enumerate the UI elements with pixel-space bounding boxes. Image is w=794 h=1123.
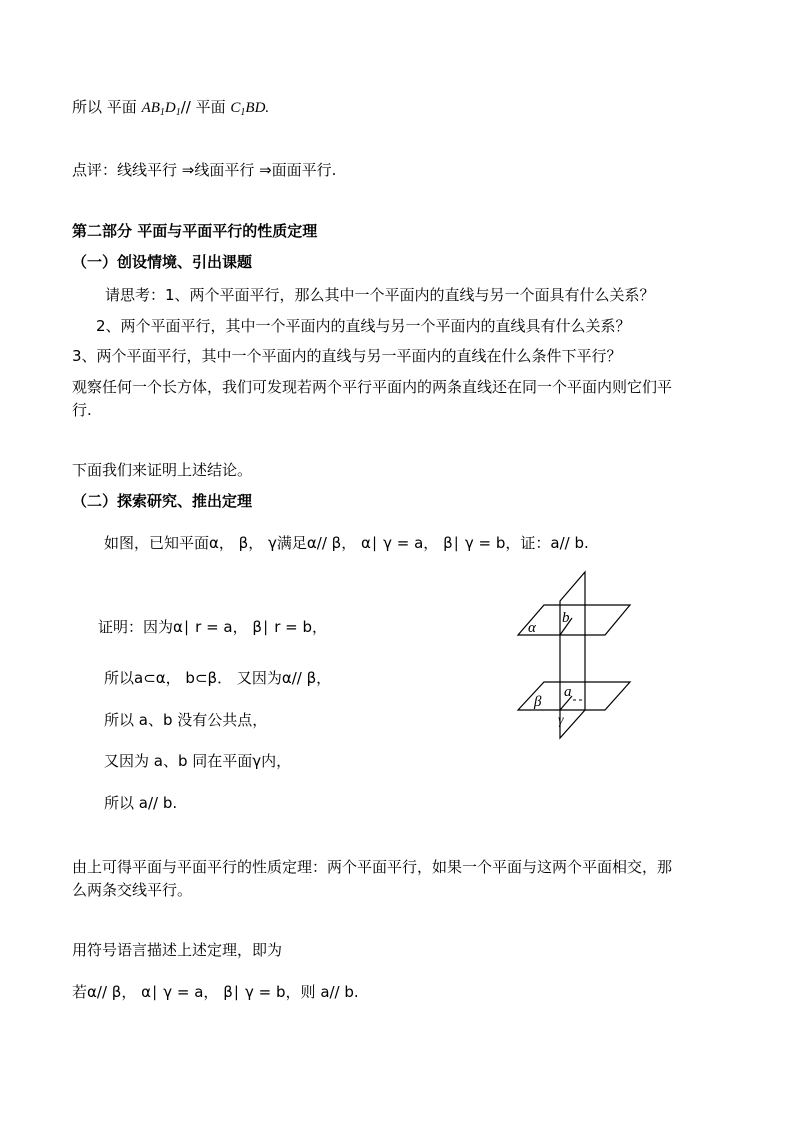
observation-line-2: 行. — [72, 401, 92, 419]
section1-heading: （一）创设情境、引出课题 — [72, 253, 253, 271]
symbol-intro: 用符号语言描述上述定理，即为 — [72, 941, 283, 959]
plane-ab1d1: $AB_1D_1$ — [141, 100, 181, 118]
section2-heading: （二）探索研究、推出定理 — [72, 492, 253, 510]
proof-step-3: 所以 a、b 没有公共点， — [104, 711, 268, 729]
plane-c1bd: $C_1BD$. — [230, 100, 270, 118]
symbol-statement: 若α// β， α∣ γ = a， β∣ γ = b，则 a// b. — [72, 983, 359, 1001]
proof-step-5: 所以 a// b. — [104, 794, 178, 812]
prove-intro: 下面我们来证明上述结论。 — [72, 461, 253, 479]
label-b: b — [562, 610, 570, 626]
question-1: 请思考：1、两个平面平行，那么其中一个平面内的直线与另一个面具有什么关系？ — [105, 286, 655, 304]
theorem-line-1: 由上可得平面与平面平行的性质定理：两个平面平行，如果一个平面与这两个平面相交，那 — [72, 858, 673, 876]
proof-step-2: 所以a⊂α， b⊂β． 又因为α// β， — [104, 669, 332, 687]
conclusion-parallel-planes: 所以 平面 $AB_1D_1//$ 平面 $C_1BD$. — [72, 98, 270, 118]
parallel-planes-figure — [510, 560, 640, 740]
proof-step-1: 证明：因为α∣ r = a， β∣ r = b， — [98, 618, 328, 636]
question-2: 2、两个平面平行，其中一个平面内的直线与另一个平面内的直线具有什么关系？ — [96, 317, 631, 335]
plane-gamma-outline — [560, 572, 585, 738]
question-3: 3、两个平面平行，其中一个平面内的直线与另一平面内的直线在什么条件下平行？ — [72, 347, 622, 365]
label-alpha: α — [528, 620, 536, 636]
label-beta: β — [534, 694, 542, 710]
proof-step-4: 又因为 a、b 同在平面γ内， — [104, 752, 292, 770]
given-statement: 如图，已知平面α， β， γ满足α// β， α∣ γ = a， β∣ γ = b，证：a// b. — [104, 534, 589, 552]
theorem-line-2: 么两条交线平行。 — [72, 881, 193, 899]
comment-line: 点评：线线平行 ⇒线面平行 ⇒面面平行. — [72, 161, 337, 179]
part2-heading: 第二部分 平面与平面平行的性质定理 — [72, 222, 318, 240]
label-gamma: γ — [558, 713, 564, 728]
observation-line-1: 观察任何一个长方体，我们可发现若两个平行平面内的两条直线还在同一个平面内则它们平 — [72, 378, 673, 396]
label-a: a — [564, 684, 572, 700]
